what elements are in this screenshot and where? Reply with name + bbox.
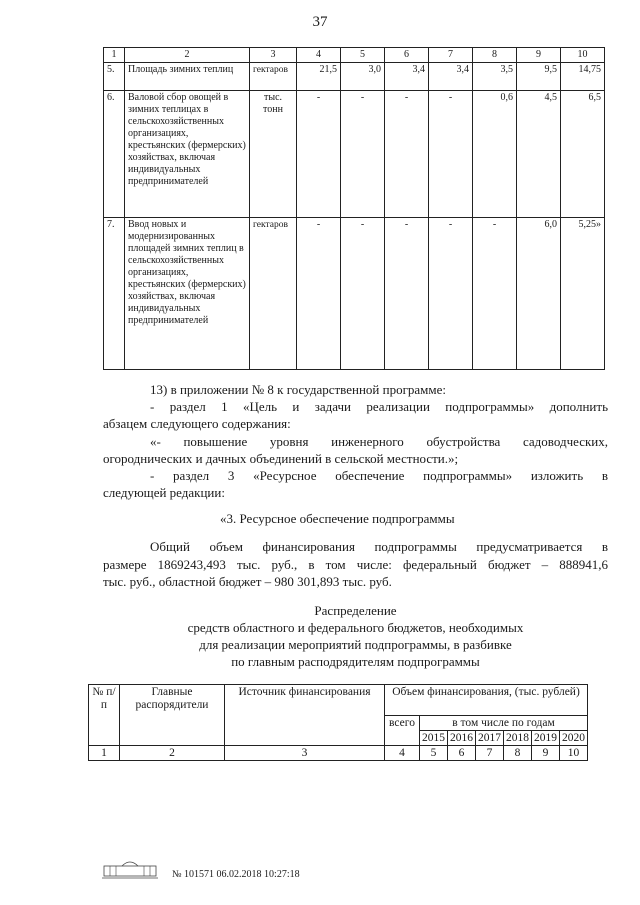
- header-cell: 9: [517, 48, 561, 63]
- paragraph-quote-line2: огороднических и дачных объединений в сельской местности.»;: [103, 451, 459, 466]
- header-year: 2018: [504, 731, 532, 746]
- header-volume: Объем финансирования, (тыс. рублей): [385, 685, 588, 716]
- value-cell: -: [429, 218, 473, 370]
- unit: гектаров: [250, 218, 297, 370]
- row-number: 5.: [104, 63, 125, 91]
- value-cell: 21,5: [297, 63, 341, 91]
- header-cell: 6: [385, 48, 429, 63]
- value-cell: 14,75: [561, 63, 605, 91]
- unit: гектаров: [250, 63, 297, 91]
- distribution-title: Распределение: [314, 603, 397, 618]
- table-row: [104, 218, 605, 370]
- header-main: Главные распорядители: [120, 685, 225, 746]
- index-cell: 9: [532, 746, 560, 761]
- table-header-row: [104, 48, 605, 63]
- header-cell: 4: [297, 48, 341, 63]
- value-cell: -: [385, 218, 429, 370]
- value-cell: 3,5: [473, 63, 517, 91]
- header-cell: 5: [341, 48, 385, 63]
- registration-stamp: № 101571 06.02.2018 10:27:18: [172, 869, 300, 880]
- index-cell: 7: [476, 746, 504, 761]
- header-cell: 7: [429, 48, 473, 63]
- section-title: «3. Ресурсное обеспечение подпрограммы: [220, 511, 455, 526]
- header-year: 2020: [560, 731, 588, 746]
- value-cell: 6,5: [561, 91, 605, 218]
- distribution-line2: для реализации мероприятий подпрограммы, в разбивке: [199, 637, 512, 652]
- distribution-line1: средств областного и федерального бюджетов, необходимых: [187, 620, 524, 635]
- government-logo-icon: [100, 857, 160, 883]
- value-cell: -: [297, 91, 341, 218]
- value-cell: 4,5: [517, 91, 561, 218]
- header-total: всего: [385, 716, 420, 746]
- value-cell: -: [341, 91, 385, 218]
- value-cell: -: [341, 218, 385, 370]
- table-row: [104, 63, 605, 91]
- index-cell: 5: [420, 746, 448, 761]
- value-cell: -: [385, 91, 429, 218]
- table-row: [104, 91, 605, 218]
- value-cell: -: [473, 218, 517, 370]
- header-num: № п/п: [89, 685, 120, 746]
- index-cell: 6: [448, 746, 476, 761]
- header-source: Источник финансирования: [225, 685, 385, 746]
- header-cell: 2: [125, 48, 250, 63]
- index-cell: 2: [120, 746, 225, 761]
- row-number: 7.: [104, 218, 125, 370]
- distribution-line3: по главным расподрядителям подпрограммы: [231, 654, 480, 669]
- value-cell: 3,0: [341, 63, 385, 91]
- index-cell: 10: [560, 746, 588, 761]
- index-cell: 4: [385, 746, 420, 761]
- index-cell: 1: [89, 746, 120, 761]
- distribution-table: [88, 684, 588, 761]
- financing-line3: тыс. руб., областной бюджет – 980 301,893 тыс. руб.: [103, 574, 392, 589]
- indicator-name: Ввод новых и модернизированных площадей зимних теплиц в сельскохозяйственных организациях, крестьянских (фермерских) хозяйствах, включая индивидуальных предпринимателей: [125, 218, 250, 370]
- value-cell: 9,5: [517, 63, 561, 91]
- header-year: 2016: [448, 731, 476, 746]
- indicator-name: Площадь зимних теплиц: [125, 63, 250, 91]
- unit: тыс. тонн: [250, 91, 297, 218]
- paragraph-section1-line2: абзацем следующего содержания:: [103, 416, 291, 431]
- value-cell: 3,4: [429, 63, 473, 91]
- paragraph-section1-line1: - раздел 1 «Цель и задачи реализации подпрограммы» дополнить: [150, 399, 608, 414]
- value-cell: -: [429, 91, 473, 218]
- financing-line1: Общий объем финансирования подпрограммы предусматривается в: [150, 539, 608, 554]
- paragraph-section3-line2: следующей редакции:: [103, 485, 225, 500]
- row-number: 6.: [104, 91, 125, 218]
- paragraph-section3-line1: - раздел 3 «Ресурсное обеспечение подпрограммы» изложить в: [150, 468, 608, 483]
- header-year: 2017: [476, 731, 504, 746]
- header-cell: 1: [104, 48, 125, 63]
- header-year: 2019: [532, 731, 560, 746]
- financing-line2: размере 1869243,493 тыс. руб., в том числе: федеральный бюджет – 888941,6: [103, 557, 608, 572]
- table-row: [89, 746, 588, 761]
- table-header-row: [89, 685, 588, 716]
- value-cell: 5,25»: [561, 218, 605, 370]
- value-cell: 6,0: [517, 218, 561, 370]
- value-cell: 3,4: [385, 63, 429, 91]
- indicator-name: Валовой сбор овощей в зимних теплицах в сельскохозяйственных организациях, крестьянских (фермерских) хозяйствах, включая индивидуальных предпринимателей: [125, 91, 250, 218]
- header-cell: 3: [250, 48, 297, 63]
- index-cell: 3: [225, 746, 385, 761]
- header-year: 2015: [420, 731, 448, 746]
- header-cell: 8: [473, 48, 517, 63]
- page-number: 37: [312, 14, 328, 30]
- header-years-group: в том числе по годам: [420, 716, 588, 731]
- value-cell: 0,6: [473, 91, 517, 218]
- indicators-table: [103, 47, 605, 370]
- header-cell: 10: [561, 48, 605, 63]
- paragraph-quote-line1: «- повышение уровня инженерного обустройства садоводческих,: [150, 434, 608, 449]
- paragraph-appendix: 13) в приложении № 8 к государственной программе:: [150, 382, 447, 397]
- index-cell: 8: [504, 746, 532, 761]
- value-cell: -: [297, 218, 341, 370]
